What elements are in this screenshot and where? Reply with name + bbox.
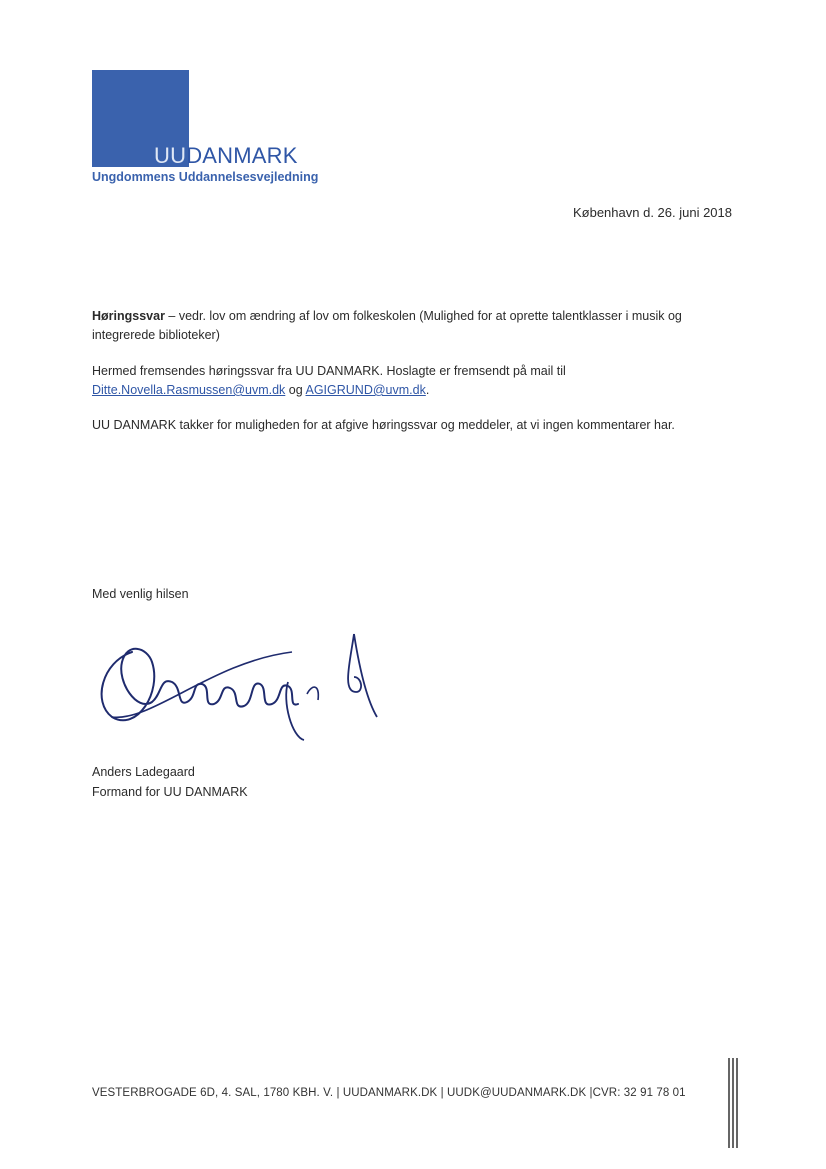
signer-name: Anders Ladegaard xyxy=(92,765,195,779)
letterhead-logo xyxy=(92,70,332,190)
subject-line: Høringssvar – vedr. lov om ændring af lov om folkeskolen (Mulighed for at oprette talentklasser i musik og integrerede biblioteker) xyxy=(92,309,682,342)
email-link-agigrund[interactable]: AGIGRUND@uvm.dk xyxy=(305,383,426,397)
paragraph-thanks: UU DANMARK takker for muligheden for at afgive høringssvar og meddeler, at vi ingen kommentarer har. xyxy=(92,418,675,432)
email-link-ditte[interactable]: Ditte.Novella.Rasmussen@uvm.dk xyxy=(92,383,286,397)
signer-block xyxy=(92,762,248,802)
signature-image xyxy=(92,622,392,752)
closing-salutation: Med venlig hilsen xyxy=(92,587,189,601)
letter-date: København d. 26. juni 2018 xyxy=(572,205,732,220)
footer-divider-bars xyxy=(728,1058,740,1148)
logo-tagline: Ungdommens Uddannelsesvejledning xyxy=(92,170,319,184)
logo-wordmark: UUDANMARK xyxy=(154,143,298,168)
signer-title: Formand for UU DANMARK xyxy=(92,785,248,799)
paragraph-submission: Hermed fremsendes høringssvar fra UU DANMARK. Hoslagte er fremsendt på mail til Ditte.Novella.Rasmussen@uvm.dk og AGIGRUND@uvm.dk. xyxy=(92,364,566,397)
footer-address: VESTERBROGADE 6D, 4. SAL, 1780 KBH. V. | UUDANMARK.DK | UUDK@UUDANMARK.DK |CVR: 32 91 78 01 xyxy=(92,1087,686,1099)
